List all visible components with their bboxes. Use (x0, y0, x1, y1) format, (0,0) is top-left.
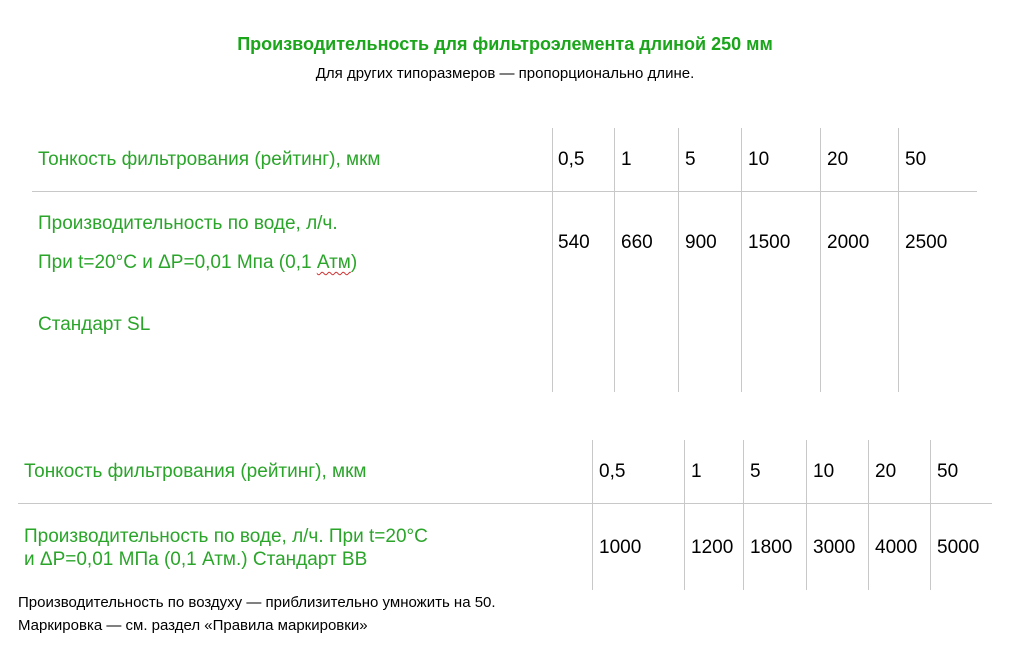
table-bb-rating-cell: 10 (813, 461, 835, 482)
table-sl-value-cell: 900 (685, 232, 717, 253)
table-sl-rating-cell: 10 (748, 149, 770, 170)
table-sl-rating-cell: 20 (827, 149, 849, 170)
table-sl-capacity-label-post: ) (350, 252, 358, 273)
table-bb-rating-label: Тонкость фильтрования (рейтинг), мкм (24, 461, 367, 482)
table-sl-value-cell: 2000 (827, 232, 870, 253)
table-sl-rating-cell: 0,5 (558, 149, 585, 170)
table-sl-capacity-label-pre: При t=20°C и ΔP=0,01 Мпа (0,1 (38, 252, 317, 273)
footer-note-marking: Маркировка — см. раздел «Правила маркировки» (18, 617, 368, 634)
table-bb-divider (868, 440, 869, 590)
footer-note-air: Производительность по воздуху — приблизительно умножить на 50. (18, 594, 496, 611)
table-bb-rating-cell: 0,5 (599, 461, 626, 482)
table-bb-divider (684, 440, 685, 590)
table-sl-rating-cell: 1 (621, 149, 632, 170)
table-sl-rating-cell: 5 (685, 149, 696, 170)
table-sl-divider (898, 128, 899, 392)
table-sl-standard-label: Стандарт SL (38, 314, 151, 335)
table-sl-capacity-label-line1: Производительность по воде, л/ч. (38, 213, 338, 234)
table-sl-divider (552, 128, 553, 392)
table-sl-value-cell: 2500 (905, 232, 948, 253)
table-bb-rating-cell: 1 (691, 461, 702, 482)
page-subtitle: Для других типоразмеров — пропорционально длине. (315, 65, 695, 82)
table-bb-capacity-label-line1: Производительность по воде, л/ч. При t=20°C (24, 526, 428, 547)
table-sl-divider (678, 128, 679, 392)
spellcheck-underlined-word: Атм (316, 252, 351, 273)
table-bb-value-cell: 4000 (875, 537, 918, 558)
table-sl-row-divider (32, 191, 977, 192)
page-title: Производительность для фильтроэлемента длиной 250 мм (237, 34, 773, 54)
table-bb-value-cell: 1800 (750, 537, 793, 558)
table-bb-value-cell: 3000 (813, 537, 856, 558)
table-bb-value-cell: 1000 (599, 537, 642, 558)
table-sl-value-cell: 1500 (748, 232, 791, 253)
table-sl-rating-cell: 50 (905, 149, 927, 170)
table-sl-value-cell: 660 (621, 232, 653, 253)
table-sl-divider (820, 128, 821, 392)
table-sl-value-cell: 540 (558, 232, 590, 253)
table-sl-divider (614, 128, 615, 392)
table-sl-capacity-label-line2 (38, 252, 357, 274)
table-bb-value-cell: 1200 (691, 537, 734, 558)
table-sl-rating-label: Тонкость фильтрования (рейтинг), мкм (38, 149, 381, 170)
table-sl-divider (741, 128, 742, 392)
table-bb-row-divider (18, 503, 992, 504)
table-bb-divider (930, 440, 931, 590)
table-bb-divider (806, 440, 807, 590)
table-bb-rating-cell: 20 (875, 461, 897, 482)
table-bb-divider (592, 440, 593, 590)
table-bb-capacity-label-line2: и ΔP=0,01 МПа (0,1 Атм.) Стандарт BB (24, 549, 368, 570)
table-bb-rating-cell: 5 (750, 461, 761, 482)
table-bb-divider (743, 440, 744, 590)
table-bb-rating-cell: 50 (937, 461, 959, 482)
table-bb-value-cell: 5000 (937, 537, 980, 558)
